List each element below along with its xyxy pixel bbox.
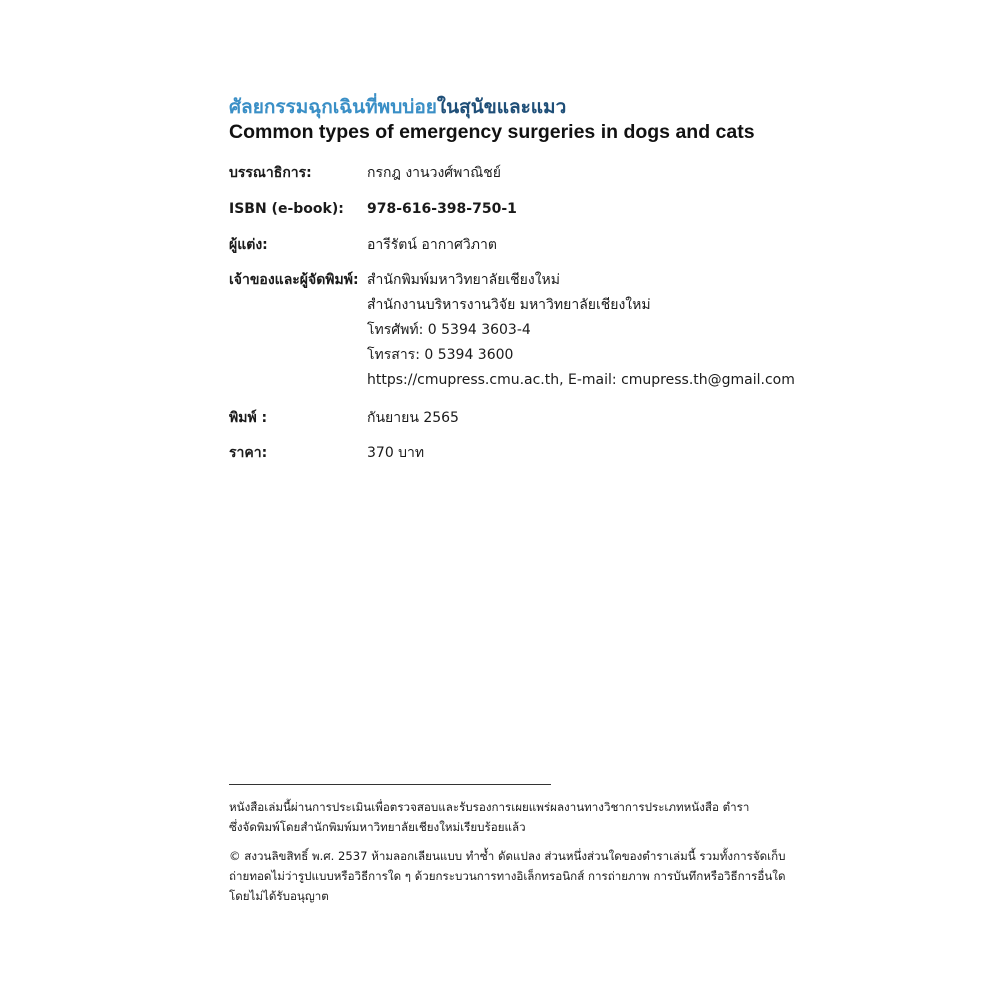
editor-label: บรรณาธิการ: <box>229 165 312 181</box>
publisher-office: สำนักงานบริหารงานวิจัย มหาวิทยาลัยเชียงใหม่ <box>367 297 651 313</box>
review-note-line: ซึ่งจัดพิมพ์โดยสำนักพิมพ์มหาวิทยาลัยเชียงใหม่เรียบร้อยแล้ว <box>229 820 526 834</box>
copyright-line: © สงวนลิขสิทธิ์ พ.ศ. 2537 ห้ามลอกเลียนแบบ ทำซ้ำ ดัดแปลง ส่วนหนึ่งส่วนใดของตำราเล่มนี้ รวมทั้งการจัดเก็บ <box>229 849 786 863</box>
author-label: ผู้แต่ง: <box>229 237 268 253</box>
copyright-notice <box>229 846 786 906</box>
price-value: 370 บาท <box>367 445 425 461</box>
printed-value: กันยายน 2565 <box>367 410 459 426</box>
english-title: Common types of emergency surgeries in dogs and cats <box>229 121 755 143</box>
publisher-fax: โทรสาร: 0 5394 3600 <box>367 347 514 363</box>
thai-title-part2: ในสุนัขและแมว <box>436 96 567 118</box>
publisher-phone: โทรศัพท์: 0 5394 3603-4 <box>367 322 531 338</box>
review-note-line: หนังสือเล่มนี้ผ่านการประเมินเพื่อตรวจสอบและรับรองการเผยแพร่ผลงานทางวิชาการประเภทหนังสือ ตำรา <box>229 800 750 814</box>
copyright-line: ถ่ายทอดไม่ว่ารูปแบบหรือวิธีการใด ๆ ด้วยกระบวนการทางอิเล็กทรอนิกส์ การถ่ายภาพ การบันทึกหรือวิธีการอื่นใด <box>229 869 786 883</box>
thai-title <box>229 95 566 119</box>
footnote-divider <box>229 784 551 785</box>
copyright-line: โดยไม่ได้รับอนุญาต <box>229 889 329 903</box>
thai-title-part1: ศัลยกรรมฉุกเฉินที่พบบ่อย <box>229 96 437 118</box>
publisher-name: สำนักพิมพ์มหาวิทยาลัยเชียงใหม่ <box>367 272 561 288</box>
editor-value: กรกฎ งานวงศ์พาณิชย์ <box>367 165 501 181</box>
publisher-label: เจ้าของและผู้จัดพิมพ์: <box>229 272 359 288</box>
isbn-value: 978-616-398-750-1 <box>367 201 517 217</box>
author-value: อารีรัตน์ อากาศวิภาต <box>367 237 497 253</box>
publisher-web-email: https://cmupress.cmu.ac.th, E-mail: cmupress.th@gmail.com <box>367 372 795 388</box>
printed-label: พิมพ์ : <box>229 410 268 426</box>
isbn-label: ISBN (e-book): <box>229 201 344 217</box>
price-label: ราคา: <box>229 445 268 461</box>
review-note <box>229 797 774 837</box>
publisher-value <box>367 268 795 393</box>
